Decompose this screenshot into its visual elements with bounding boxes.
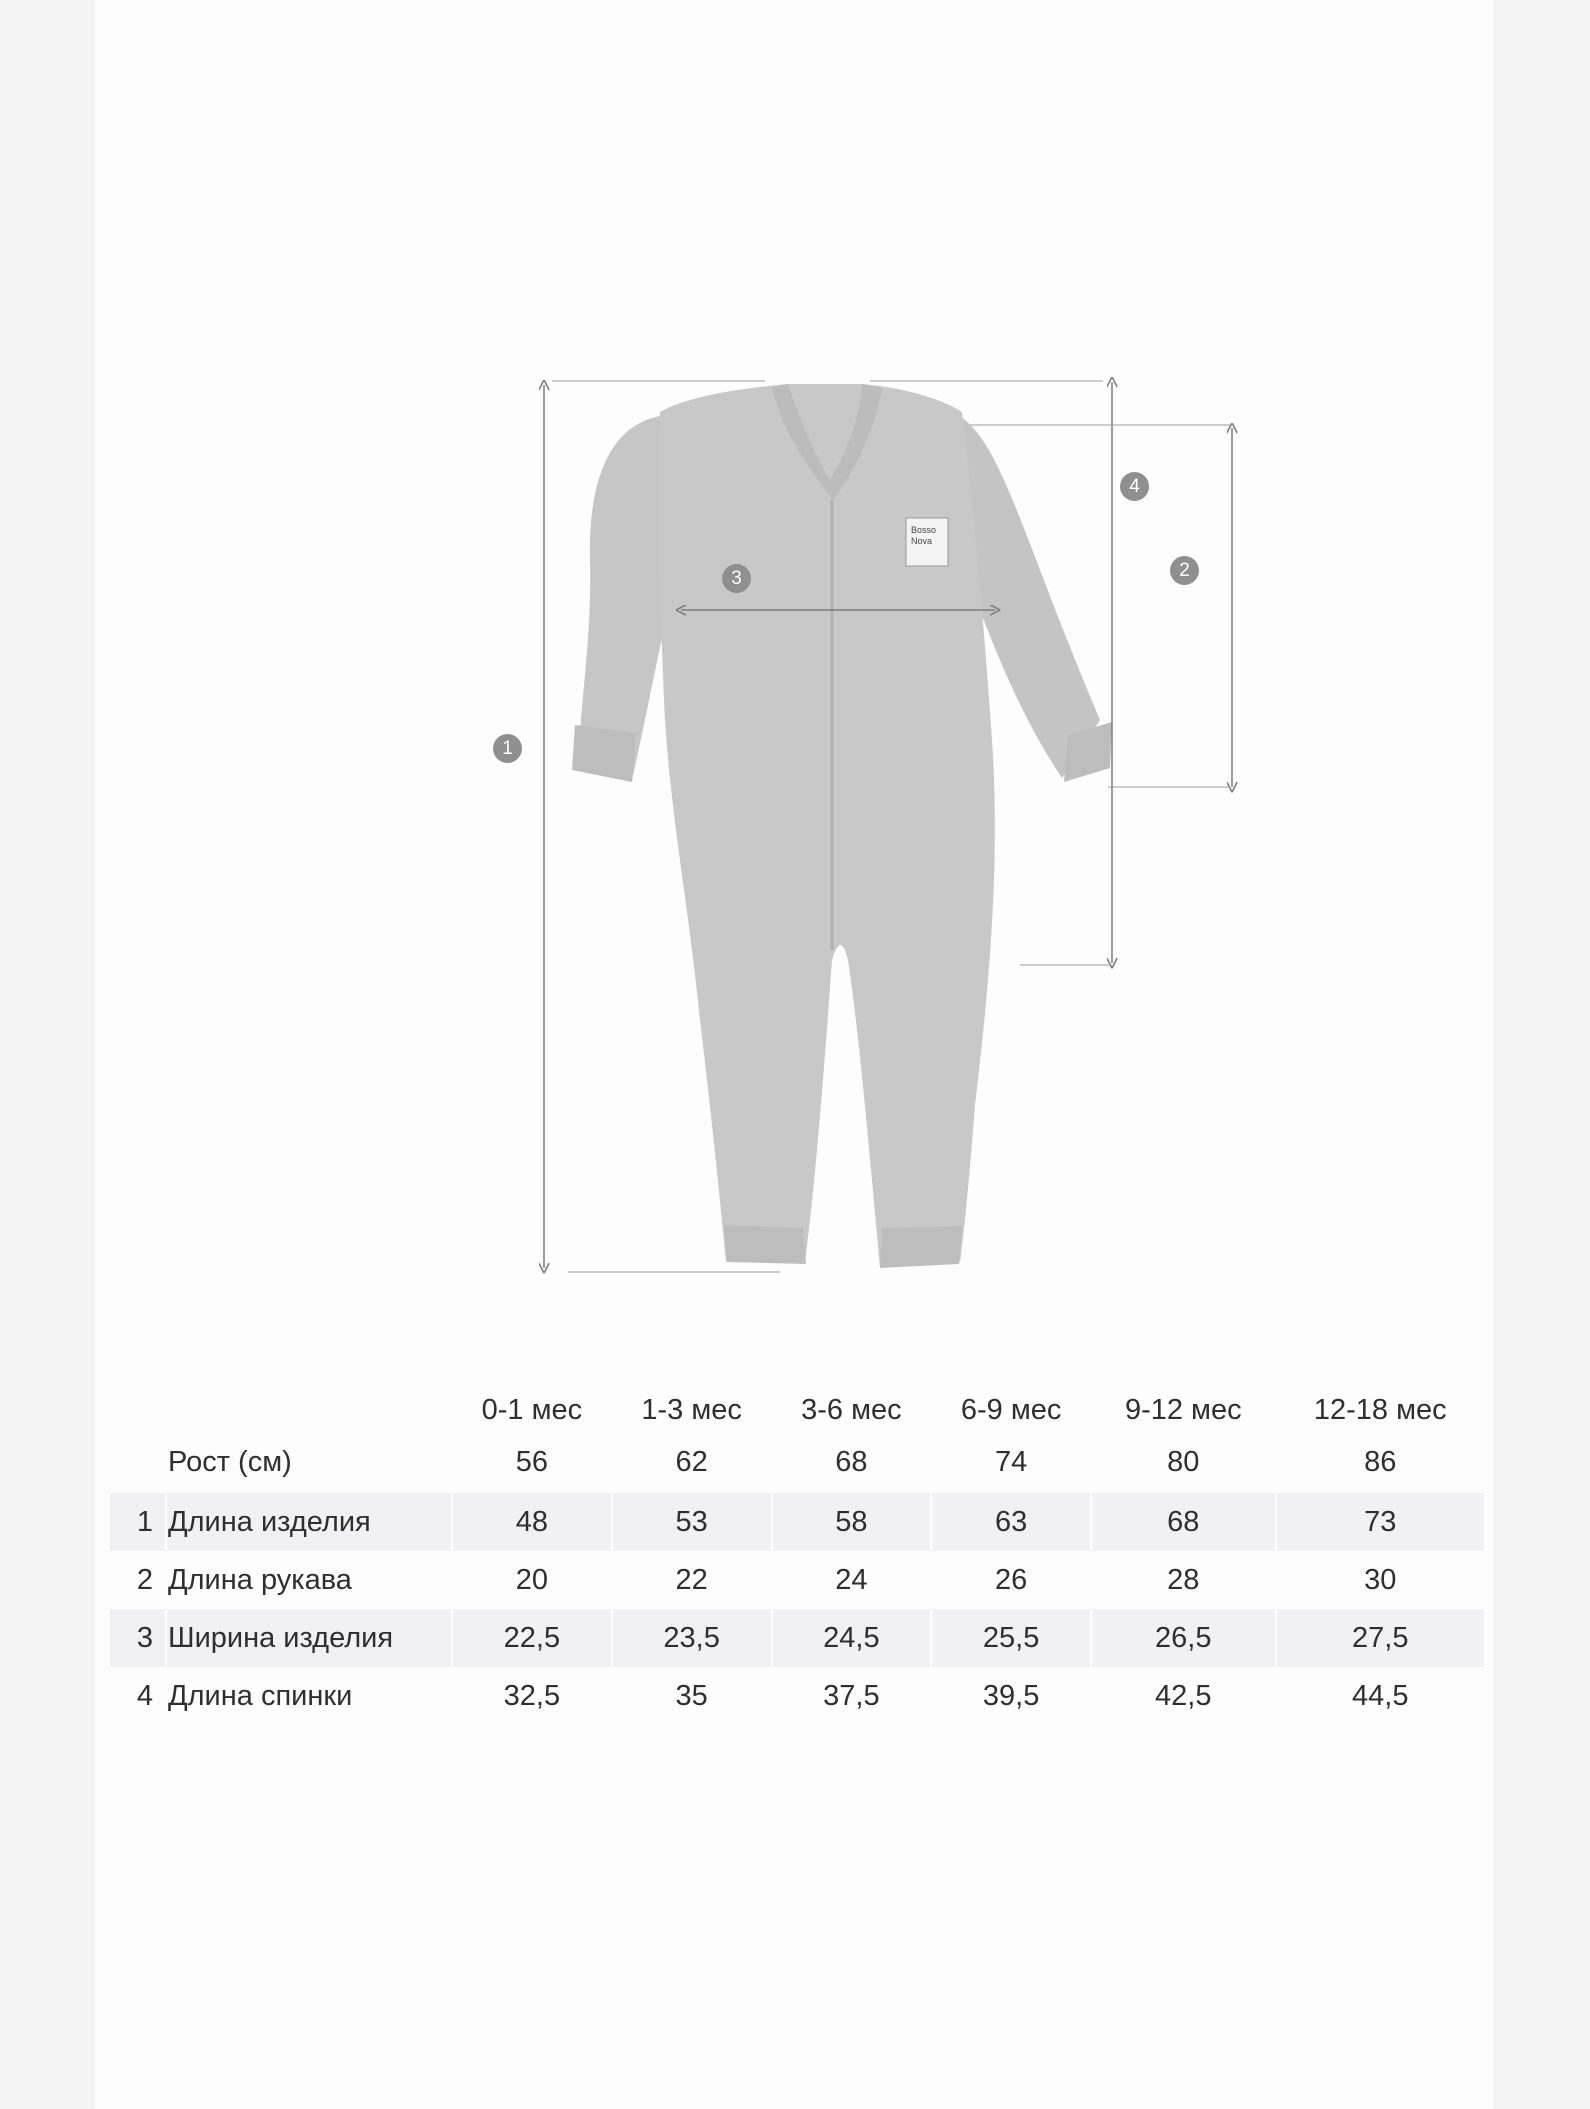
table-cell: 80 [1167, 1445, 1200, 1478]
table-row-sleeve [110, 1551, 1484, 1609]
table-cell: 62 [675, 1445, 708, 1478]
row-label: Длина спинки [168, 1679, 353, 1712]
table-cell: 68 [1092, 1493, 1275, 1551]
callout-badge-2: 2 [1170, 556, 1199, 585]
brand-label-text-1: Bosso [911, 525, 937, 535]
size-header: 12-18 мес [1313, 1394, 1447, 1426]
row-label: Рост (см) [168, 1445, 292, 1478]
table-cell: 74 [994, 1445, 1028, 1478]
size-header: 1-3 мес [641, 1394, 742, 1426]
size-header-row [110, 1360, 1484, 1431]
size-header: 3-6 мес [801, 1394, 902, 1426]
table-cell: 86 [1364, 1445, 1397, 1478]
table-cell: 56 [515, 1445, 548, 1478]
size-chart-table [108, 1360, 1486, 1725]
table-cell: 27,5 [1277, 1609, 1484, 1667]
table-cell: 28 [1167, 1563, 1200, 1596]
table-cell: 58 [773, 1493, 931, 1551]
table-cell: 25,5 [932, 1609, 1090, 1667]
table-cell: 35 [675, 1679, 708, 1712]
table-cell: 73 [1277, 1493, 1484, 1551]
table-cell: 30 [1364, 1563, 1397, 1596]
table-row-height [110, 1431, 1484, 1493]
table-row-back [110, 1667, 1484, 1725]
table-cell: 26,5 [1092, 1609, 1275, 1667]
table-cell: 63 [932, 1493, 1090, 1551]
table-cell: 48 [453, 1493, 611, 1551]
table-cell: 26 [994, 1563, 1028, 1596]
table-cell: 20 [515, 1563, 548, 1596]
row-label: Длина рукава [168, 1563, 352, 1596]
table-cell: 37,5 [823, 1679, 880, 1712]
table-cell: 22 [675, 1563, 708, 1596]
table-cell: 32,5 [503, 1679, 561, 1712]
row-number [110, 1431, 165, 1493]
brand-label-text-2: Nova [911, 536, 933, 546]
table-cell: 42,5 [1155, 1679, 1212, 1712]
table-cell: 68 [835, 1445, 868, 1478]
table-row-length [110, 1493, 1484, 1551]
table-cell: 53 [613, 1493, 771, 1551]
table-cell: 39,5 [982, 1679, 1040, 1712]
row-number: 1 [110, 1493, 165, 1551]
table-cell: 24,5 [773, 1609, 931, 1667]
header-label-blank [167, 1360, 451, 1431]
row-number: 4 [136, 1679, 153, 1712]
jumpsuit-illustration [572, 384, 1112, 1268]
table-cell: 22,5 [453, 1609, 611, 1667]
callout-badge-1: 1 [493, 734, 522, 763]
row-label: Ширина изделия [167, 1609, 451, 1667]
callout-badge-4: 4 [1120, 472, 1149, 501]
size-header: 9-12 мес [1124, 1394, 1242, 1426]
table-cell: 44,5 [1352, 1679, 1409, 1712]
size-header: 0-1 мес [481, 1394, 583, 1426]
row-label: Длина изделия [167, 1493, 451, 1551]
row-number: 2 [136, 1563, 153, 1596]
row-number: 3 [110, 1609, 165, 1667]
size-header: 6-9 мес [960, 1394, 1062, 1426]
table-cell: 23,5 [613, 1609, 771, 1667]
table-cell: 24 [835, 1563, 868, 1596]
header-num-blank [110, 1360, 165, 1431]
table-row-width [110, 1609, 1484, 1667]
callout-badge-3: 3 [722, 564, 751, 593]
